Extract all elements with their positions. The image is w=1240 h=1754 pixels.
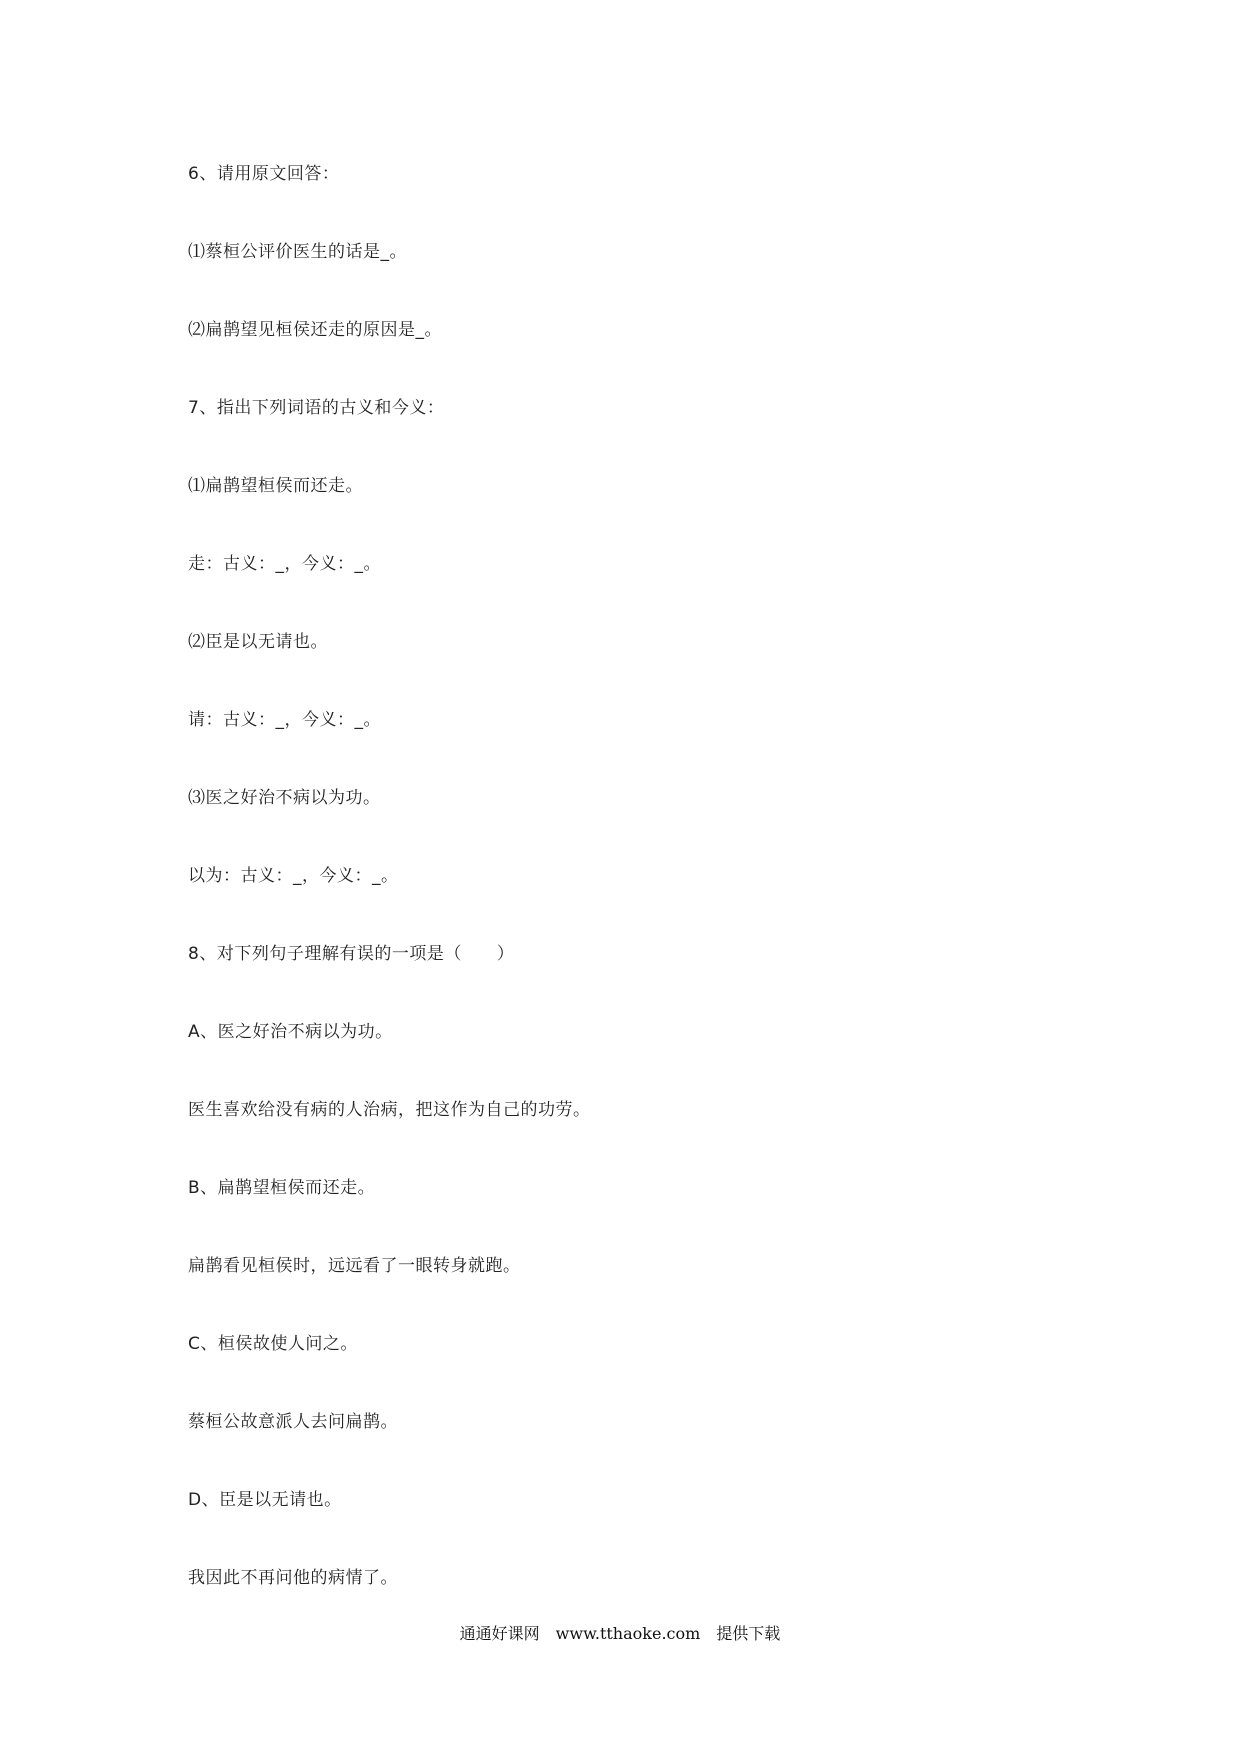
question-7-item-2: ⑵臣是以无请也。 — [188, 632, 328, 652]
page-footer: 通通好课网 www.tthaoke.com 提供下载 — [459, 1624, 781, 1643]
question-6-item-2: ⑵扁鹊望见桓侯还走的原因是_。 — [188, 320, 442, 340]
option-b-explanation: 扁鹊看见桓侯时，远远看了一眼转身就跑。 — [188, 1256, 521, 1276]
question-7-item-3-answer: 以为：古义：_，今义：_。 — [188, 866, 399, 886]
option-d: D、臣是以无请也。 — [188, 1490, 342, 1510]
question-6-item-1: ⑴蔡桓公评价医生的话是_。 — [188, 242, 407, 262]
option-a: A、医之好治不病以为功。 — [188, 1022, 393, 1042]
option-b: B、扁鹊望桓侯而还走。 — [188, 1178, 376, 1198]
question-7-item-2-answer: 请：古义：_，今义：_。 — [188, 710, 381, 730]
question-7-item-1: ⑴扁鹊望桓侯而还走。 — [188, 476, 363, 496]
option-c-explanation: 蔡桓公故意派人去问扁鹊。 — [188, 1412, 398, 1432]
option-c: C、桓侯故使人问之。 — [188, 1334, 358, 1354]
option-a-explanation: 医生喜欢给没有病的人治病，把这作为自己的功劳。 — [188, 1100, 591, 1120]
question-6-heading: 6、请用原文回答： — [188, 164, 340, 184]
question-7-item-3: ⑶医之好治不病以为功。 — [188, 788, 381, 808]
question-7-heading: 7、指出下列词语的古义和今义： — [188, 398, 445, 418]
question-8-heading: 8、对下列句子理解有误的一项是（ ） — [188, 944, 515, 964]
question-7-item-1-answer: 走：古义：_，今义：_。 — [188, 554, 381, 574]
option-d-explanation: 我因此不再问他的病情了。 — [188, 1568, 398, 1588]
